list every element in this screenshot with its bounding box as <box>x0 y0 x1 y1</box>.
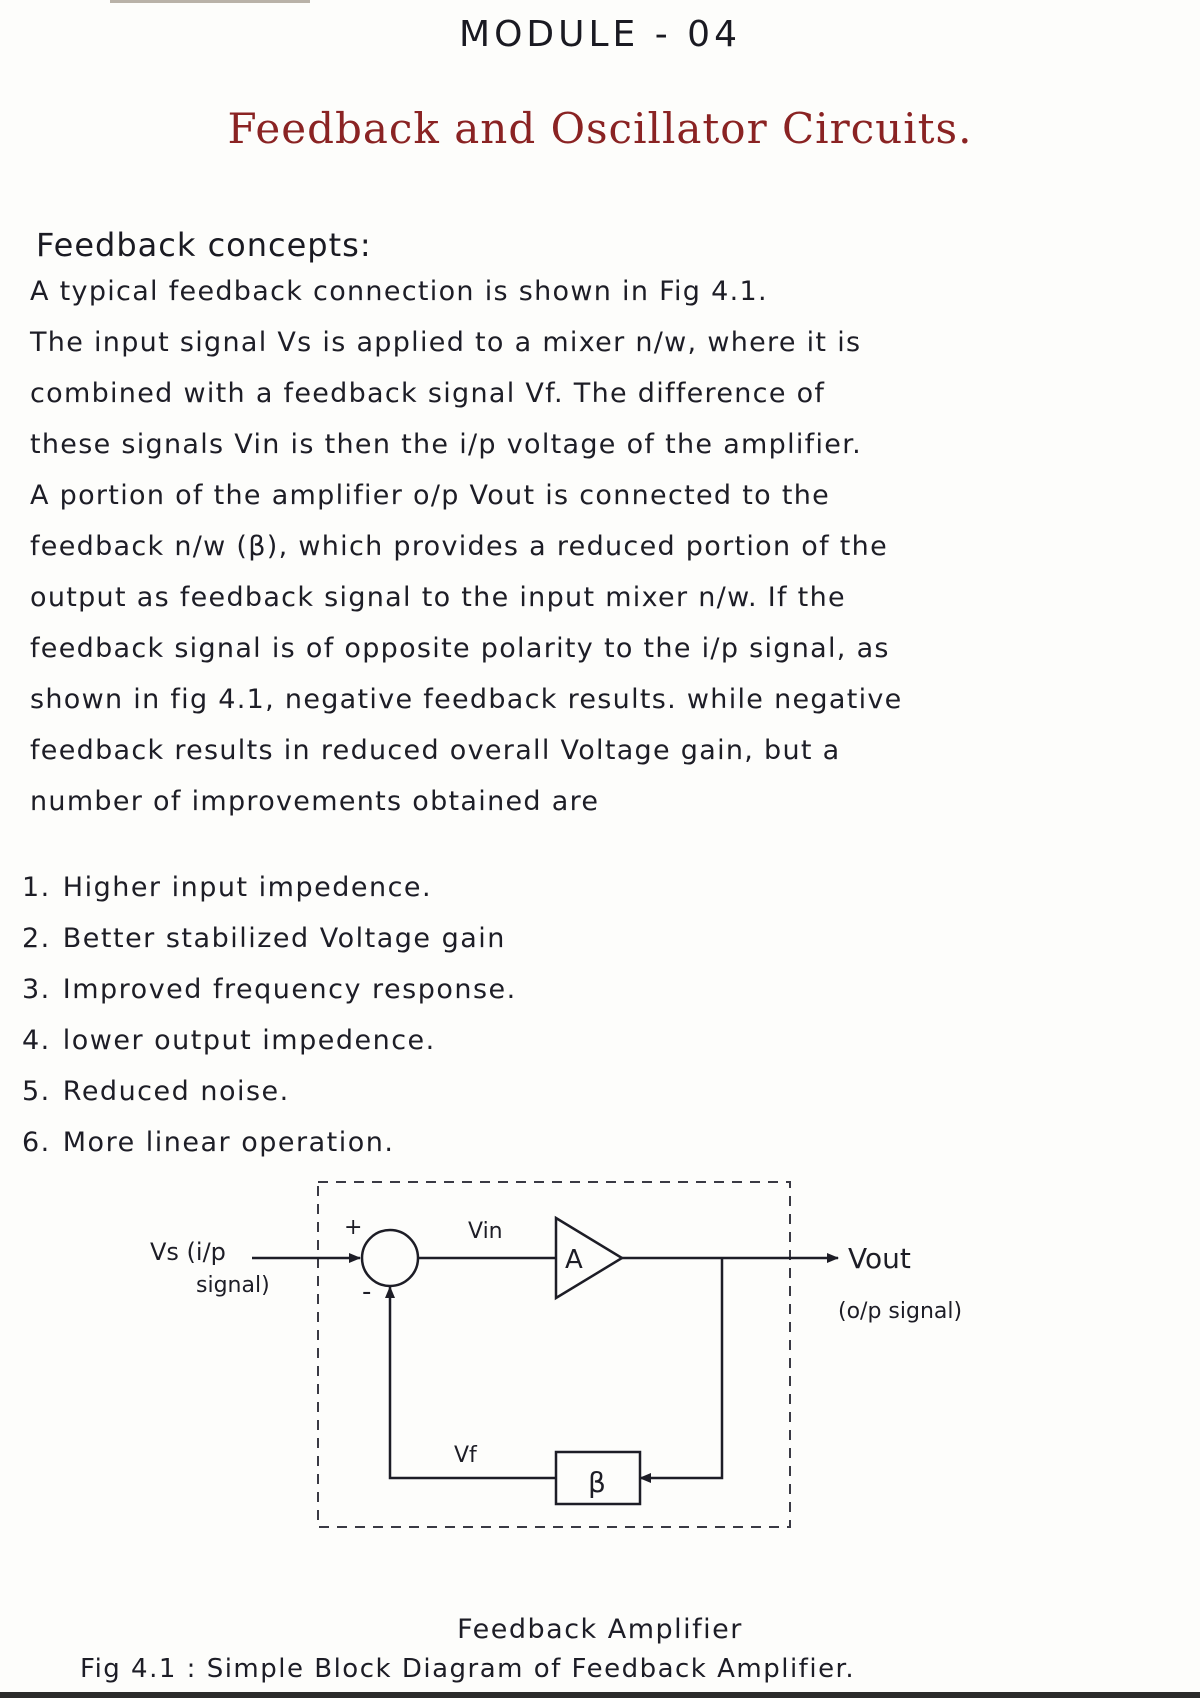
list-item-number: 5. <box>22 1076 51 1107</box>
paragraph-line: combined with a feedback signal Vf. The difference of <box>30 378 826 409</box>
paragraph-line: feedback signal is of opposite polarity to the i/p signal, as <box>30 633 890 664</box>
list-item-text: Reduced noise. <box>62 1076 290 1107</box>
list-item <box>22 913 517 964</box>
list-item-text: Improved frequency response. <box>62 974 517 1005</box>
intro-paragraph <box>30 266 1180 827</box>
output-signal-sublabel: (o/p signal) <box>838 1299 963 1324</box>
paragraph-line: The input signal Vs is applied to a mixer n/w, where it is <box>30 327 862 358</box>
list-item <box>22 1015 517 1066</box>
list-item <box>22 964 517 1015</box>
input-signal-sublabel: signal) <box>196 1273 270 1298</box>
diagram-box-label: Feedback Amplifier <box>457 1614 743 1645</box>
list-item-text: More linear operation. <box>62 1127 395 1158</box>
chapter-title: Feedback and Oscillator Circuits. <box>227 104 973 153</box>
section-heading: Feedback concepts: <box>36 226 372 264</box>
list-item-number: 3. <box>22 974 51 1005</box>
paragraph-line: output as feedback signal to the input mixer n/w. If the <box>30 582 846 613</box>
list-item-text: lower output impedence. <box>62 1025 436 1056</box>
list-item <box>22 862 517 913</box>
paragraph-line: feedback results in reduced overall Voltage gain, but a <box>30 735 841 766</box>
vf-label: Vf <box>454 1443 477 1468</box>
page-top-edge <box>110 0 310 3</box>
minus-sign: - <box>362 1277 372 1307</box>
input-signal-label: Vs (i/p <box>150 1238 226 1266</box>
list-item-number: 4. <box>22 1025 51 1056</box>
vin-label: Vin <box>468 1219 503 1244</box>
paragraph-line: feedback n/w (β), which provides a reduced portion of the <box>30 531 888 562</box>
plus-sign: + <box>344 1215 363 1240</box>
paragraph-line: these signals Vin is then the i/p voltage of the amplifier. <box>30 429 863 460</box>
feedback-block-diagram <box>0 1160 1200 1580</box>
amplifier-gain-label: A <box>565 1245 583 1275</box>
list-item-number: 6. <box>22 1127 51 1158</box>
figure-caption: Fig 4.1 : Simple Block Diagram of Feedback Amplifier. <box>80 1654 856 1684</box>
list-item-text: Higher input impedence. <box>62 872 433 903</box>
feedback-path-to-beta <box>640 1258 722 1478</box>
list-item-text: Better stabilized Voltage gain <box>62 923 506 954</box>
paragraph-line: A typical feedback connection is shown in Fig 4.1. <box>30 276 768 307</box>
paragraph-line: A portion of the amplifier o/p Vout is connected to the <box>30 480 831 511</box>
beta-label: β <box>588 1466 606 1499</box>
page-bottom-edge <box>0 1692 1200 1698</box>
list-item <box>22 1066 517 1117</box>
list-item-number: 1. <box>22 872 51 903</box>
list-item-number: 2. <box>22 923 51 954</box>
improvements-list <box>22 862 517 1168</box>
module-title: MODULE - 04 <box>459 14 741 55</box>
paragraph-line: shown in fig 4.1, negative feedback results. while negative <box>30 684 903 715</box>
output-signal-label: Vout <box>848 1242 911 1275</box>
paragraph-line: number of improvements obtained are <box>30 786 600 817</box>
